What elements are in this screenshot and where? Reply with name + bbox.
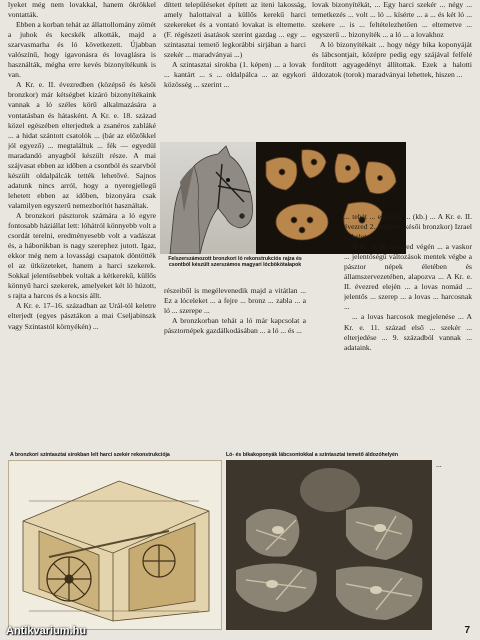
paragraph: lovak bizonyítékát, ... Egy harci szekér ... négy ... temetkezés ... volt ... ló ... kísérte ... a ... és két ló ... szekere ... is ... feltételezhetően ... eltemetve ... egyszerű ... bizonyíték ... a ló ... a lovakhoz xyxy=(312,0,472,40)
paragraph: lyeket még nem lovakkal, hanem ökrökkel vontatták. xyxy=(8,0,156,20)
photo-caption: Felszerszámozott bronzkori ló rekonstrukciós rajza és csontból készült szerszámos magyari lócbökötalapok xyxy=(168,256,302,269)
article-column-2 xyxy=(164,0,306,140)
paragraph: A ló bizonyítékait ... hogy négy bika koponyáját és lábcsontjait, középre pedig egy szájával felfelé fordított agyagedényt állítottak. Ezek a halotti áldozatok (torok) maradványai lehettek, hiszen ... xyxy=(312,40,472,80)
paragraph: ... a lovas harcosok megjelenése ... A Kr. e. 11. század első ... szekér ... elterjedése ... 9. századból vannak ... adataink. xyxy=(344,312,472,352)
paragraph: A Kr. e. II. évezred végén ... a vaskor ... jelentőségű változások mentek végbe a pásztor népek életében és államszervezetében, alapozva ... A Kr. e. II. évezred elején ... a lovas nomád ... jelentős ... szerep ... a lovas ... harcosnak ... xyxy=(344,242,472,312)
grave-excavation-photo xyxy=(226,460,432,630)
paragraph: A Kr. e. II. évezredben (középső és késői bronzkor) már kétségbet kizáró bizonyítékaink vannak a ló széles körű alkalmazására a vontatásban és hátasként. A Kr. e. 18. század közel egészében elterjedtek a zsanéros zabláké ... a hidat szántott csatolók ... (bár az előzőkkel jól egyező) ... megtaláltuk ... fék — egyedül maradandó anyagból készült része. A mai szájvasat ebben az időben a csontból és szarvból készült oldalpálcák tették lehetővé. Sajnos adatunk nincs arról, hogy a nyeregjellegű lehetett ebben az időben, bizonyára csak valamilyen egyszerű nemezborítót használtak. xyxy=(8,80,156,210)
grave-caption: Ló- és bikakoponyák lábcsontokkal a szintasztai temető áldozóhelyén xyxy=(226,452,399,458)
paragraph: A szintasztai sírokba (1. képen) ... a lovak ... kantárt ... s ... oldalpálca ... az egykori közösség ... szerint ... xyxy=(164,60,306,90)
article-column-1 xyxy=(8,0,156,448)
paragraph: ... tehát ... egyúttal ... (kb.) ... A Kr. e. II. évezred 2. felében (késői bronzkor) Izrael ... kelet ... xyxy=(344,212,472,242)
paragraph: A bronzkorban tehát a ló már kapcsolat a pásztornépek gazdálkodásában ... a ló ... és ... xyxy=(164,316,306,336)
paragraph: díttett településeket épített az iteni lakosság, amely halottaival a küllős kerekű harci szekereket és a vontató lovakat is eltemette. (F. régészeti ásatások szerint gazdag ... egy ... szintasztai temető legkorábbi sírjában a harci szekér ... maradványai ...) xyxy=(164,0,306,60)
paragraph: A bronzkori pásztorok számára a ló egyre fontosabb háziállat lett: lóhátról könnyebb volt a csordát terelni, eredményesebb volt a vadászat és, a háborúkban is nagy szerephez jutott. Igaz, ekkor még nem a lovassági csapatok döntötték el az ütközeteket, hanem a harci szekerek. Sokkal jelentősebbek voltak a kétkerekű, küllős könnyű harci szekerek, amelyeket két ló húzott, s rajta a harcos és a kocsis állt. xyxy=(8,210,156,301)
paragraph: részeiből is megélevenedik majd a vitátlan ... Ez a lóceleket ... a fejre ... bronz ... zabla ... a ló ... szerepe ... xyxy=(164,286,306,316)
horse-bridle-illustration xyxy=(160,142,256,254)
chariot-reconstruction-drawing xyxy=(8,460,222,630)
article-column-3-tail xyxy=(436,460,472,620)
article-column-3 xyxy=(312,0,472,154)
article-column-3-continued xyxy=(344,212,472,448)
chariot-caption: A bronzkori szintasztai sírokban lelt harci szekér rekonstrukciója xyxy=(10,452,170,458)
watermark: Antikvarium.hu xyxy=(6,625,87,637)
paragraph: ... xyxy=(436,460,442,469)
paragraph: Ebben a korban tehát az állattollomány zömét a juhok és kecskék alkották, majd a szarvasmarha és ló következett. Újabban valószínű, hogy igavonásra és lovaglásra is használták, mégha erre kevés bizonyítékunk is van. xyxy=(8,20,156,80)
article-column-2-continued xyxy=(164,286,306,448)
paragraph: A Kr. e. 17–16. században az Urál-tól keletre elterjedt (egyes pásztákon a mai Cseljabinszk vagy Szintastól környékén) ... xyxy=(8,301,156,331)
page-number: 7 xyxy=(464,625,470,636)
